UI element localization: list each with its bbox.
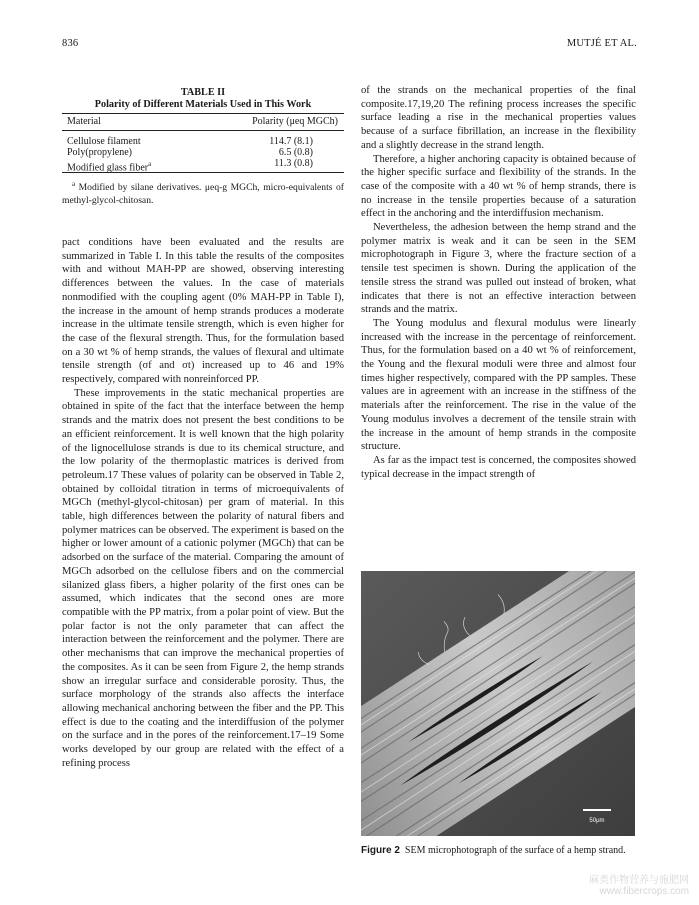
- figure-caption-text: SEM microphotograph of the surface of a hemp strand.: [404, 845, 626, 856]
- figure-caption: [361, 845, 636, 858]
- left-column: [62, 236, 344, 770]
- paragraph: pact conditions have been evaluated and the results are summarized in Table I. In this table the results of the composites with and without MAH-PP are showed, observing interesting differences between the values. In the case of materials nonmodified with the coupling agent (0% MAH-PP in Table I), the increase in the amount of hemp strands produces a moderate increase in the ultimate tensile strength, which is even higher for the case of the flexural strength. Thus, for the formulation based on a 30 wt % of hemp strands, the values of flexural and ultimate tensile strength (σf and σt) increased up to 46 and 19% respectively, compared with nonreinforced PP.: [62, 237, 344, 386]
- table-row-polarity: 6.5 (0.8): [278, 147, 313, 158]
- page-number: 836: [62, 38, 79, 49]
- table-row-material: Poly(propylene): [67, 147, 132, 158]
- table-col-header-polarity: Polarity (μeq MGCh): [252, 116, 338, 127]
- paragraph: of the strands on the mechanical properties of the final composite.17,19,20 The refining process increases the specific surface leading a rise in the mechanical properties values because of a surface fibrillation, an increase in the flexibility and a slightly decrease in the strand length.: [361, 85, 636, 151]
- table-footnote: $^a$ Modified by silane derivatives. μeq-g MGCh, micro-equivalents of methyl-glycol-chitosan.: [62, 180, 344, 206]
- table-row-polarity: 114.7 (8.1): [269, 136, 313, 147]
- paragraph: The Young modulus and flexural modulus were linearly increased with the increase in the percentage of reinforcement. Thus, for the formulation based on a 40 wt % of reinforcement, the Young and the flexural moduli were three and almost four times higher respectively, compared with the PP samples. These values are in agreement with an increase in the stiffness of the materials after the reinforcement. The rise in the value of the Young modulus involves a decrement of the tensile strain with the increase in the amount of hemp strands in the composite structure.: [361, 317, 636, 453]
- figure-label: Figure 2: [361, 845, 400, 856]
- paragraph: These improvements in the static mechanical properties are obtained in spite of the fact that the interface between the hemp strands and the matrix does not present the best conditions to be an efficient reinforcement. It is well known that the high polarity of the lignocellulose strands is due to its chemical structure, and the low polarity of the thermoplastic matrices is derived from petroleum.17 These values of polarity can be observed in Table 2, obtained by colloidal titration in terms of microequivalents of MGCh (methyl-glycol-chitosan) per gram of material. In this table, high differences between the polarity of natural fibers and polymer matrices can be observed. The experiment is based on the higher or lower amount of a cationic polymer (MGCh) that can be adsorbed on the surface of the material. Comparing the amount of MGCh adsorbed on the cellulose fibers and on the commercial silanized glass fibers, a higher polarity of the first ones can be assumed, which indicates that the second ones are more compatible with the PP matrix, from a polar point of view. But the polar factor is not the only parameter that can affect the interaction between the reinforcement and the polymer. There are other mechanisms that can improve the mechanical properties of the composites. As it can be seen from Figure 2, the hemp strands show an irregular surface and considerable porosity. Thus, the surface morphology of the strands also affects the interface allowing mechanical anchoring between the fiber and the PP. This effect is due to the coating and the interdiffusion of the polymer on the surface and in the pores of the reinforcement.17–19 Some works developed by our group are related with the effect of a refining process: [62, 387, 344, 769]
- table-bottom-rule: [62, 172, 344, 173]
- sem-microphotograph: [361, 571, 635, 836]
- table-col-header-material: Material: [67, 116, 101, 127]
- scale-bar-label: 50μm: [589, 818, 605, 824]
- running-head: MUTJÉ ET AL.: [566, 38, 637, 49]
- table-top-rule: [62, 113, 344, 114]
- right-column: [361, 84, 636, 481]
- table-row-polarity: 11.3 (0.8): [274, 158, 313, 169]
- table-label: TABLE II: [180, 87, 226, 98]
- paragraph: Therefore, a higher anchoring capacity is obtained because of the higher specific surface and flexibility of the strands. In the case of the composite with a 40 wt % of hemp strands, there is no increase in the tensile properties because of a saturation effect in the anchoring and the interdiffusion mechanism.: [361, 153, 636, 220]
- table-row-material: Modified glass fiber$^a$: [67, 160, 152, 174]
- watermark: 麻类作物营养与施肥网 www.fibercrops.com: [589, 875, 689, 897]
- table-title: Polarity of Different Materials Used in This Work: [94, 99, 312, 110]
- table-row-material: Cellulose filament: [67, 136, 141, 147]
- table-mid-rule: [62, 130, 344, 131]
- paragraph: Nevertheless, the adhesion between the hemp strand and the polymer matrix is weak and it can be seen in the SEM microphotograph in Figure 3, where the fracture section of a tensile test specimen is shown. During the application of the tensile stress the strand was pulled out instead of broken, what indicates that there is not an effective interaction between strands and the matrix.: [361, 222, 636, 316]
- paragraph: As far as the impact test is concerned, the composites showed typical decrease in the impact strength of: [361, 454, 636, 480]
